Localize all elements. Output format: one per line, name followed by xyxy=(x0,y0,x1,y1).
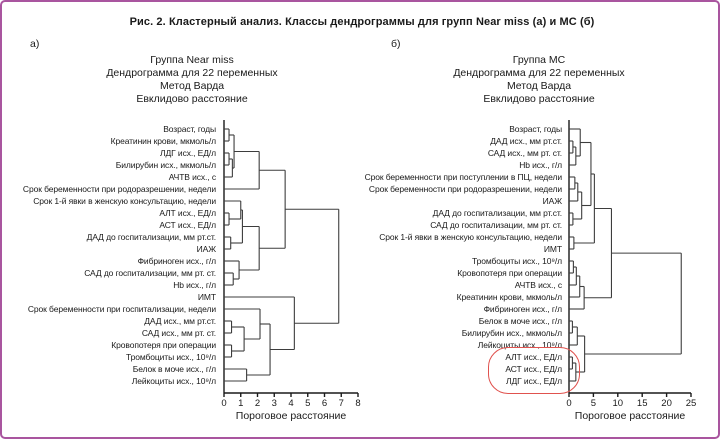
leaf-label: Возраст, годы xyxy=(509,124,562,134)
leaf-label: Срок беременности при поступлении в ПЦ, недели xyxy=(364,172,562,182)
x-axis-title-a: Пороговое расстояние xyxy=(235,410,347,422)
leaf-label: ИАЖ xyxy=(542,196,562,206)
leaf-label: САД исх., мм рт. ст. xyxy=(141,328,216,338)
leaf-label: АСТ исх., ЕД/л xyxy=(505,364,562,374)
figure-title: Рис. 2. Кластерный анализ. Классы дендрограммы для групп Near miss (а) и МС (б) xyxy=(129,16,595,28)
svg-text:15: 15 xyxy=(636,398,648,409)
panel-label-b: б) xyxy=(391,38,401,50)
chart-header-line: Группа Near miss xyxy=(150,54,234,66)
svg-text:5: 5 xyxy=(305,398,311,409)
leaf-label: ДАД до госпитализации, мм рт.ст. xyxy=(432,208,562,218)
chart-header-a xyxy=(22,54,362,106)
svg-text:0: 0 xyxy=(566,398,572,409)
chart-header-line: Евклидово расстояние xyxy=(483,93,595,105)
chart-header-line: Дендрограмма для 22 переменных xyxy=(453,67,625,79)
leaf-label: Билирубин исх., мкмоль/л xyxy=(115,160,216,170)
leaf-label: АСТ исх., ЕД/л xyxy=(159,220,216,230)
leaf-label: САД до госпитализации, мм рт. ст. xyxy=(84,268,216,278)
svg-text:8: 8 xyxy=(355,398,361,409)
chart-header-line: Метод Варда xyxy=(506,80,572,92)
svg-text:2: 2 xyxy=(254,398,261,409)
leaf-label: Белок в моче исх., г/л xyxy=(478,316,562,326)
leaf-label: Креатинин крови, мкмоль/л xyxy=(110,136,216,146)
leaf-label: Белок в моче исх., г/л xyxy=(132,364,216,374)
leaf-label: ЛДГ исх., ЕД/л xyxy=(506,376,562,386)
svg-text:20: 20 xyxy=(661,398,672,409)
svg-text:0: 0 xyxy=(221,398,227,409)
leaf-label: Hb исх., г/л xyxy=(173,280,216,290)
leaf-label: АЧТВ исх., с xyxy=(168,172,216,182)
chart-header-line: Дендрограмма для 22 переменных xyxy=(106,67,278,79)
svg-text:3: 3 xyxy=(271,398,277,409)
svg-text:4: 4 xyxy=(288,398,294,409)
svg-text:6: 6 xyxy=(321,398,328,409)
svg-text:7: 7 xyxy=(338,398,344,409)
leaf-label: Креатинин крови, мкмоль/л xyxy=(456,292,562,302)
leaf-label: Срок беременности при родоразрешении, недели xyxy=(368,184,562,194)
leaf-label: АЧТВ исх., с xyxy=(514,280,562,290)
svg-text:5: 5 xyxy=(590,398,597,409)
leaf-label: Hb исх., г/л xyxy=(519,160,562,170)
x-axis-title-b: Пороговое расстояние xyxy=(574,410,686,422)
svg-text:25: 25 xyxy=(685,398,697,409)
leaf-label: САД исх., мм рт. ст. xyxy=(487,148,562,158)
leaf-label: АЛТ исх., ЕД/л xyxy=(505,352,562,362)
leaf-label: Срок беременности при родоразрешении, недели xyxy=(22,184,216,194)
leaf-label: Срок 1-й явки в женскую консультацию, недели xyxy=(379,232,562,242)
leaf-label: Билирубин исх., мкмоль/л xyxy=(461,328,562,338)
svg-text:1: 1 xyxy=(238,398,244,409)
leaf-label: САД до госпитализации, мм рт. ст. xyxy=(430,220,562,230)
leaf-label: Срок беременности при госпитализации, недели xyxy=(27,304,216,314)
chart-header-line: Евклидово расстояние xyxy=(136,93,248,105)
leaf-label: Кровопотеря при операции xyxy=(457,268,562,278)
panel-label-a: а) xyxy=(30,38,40,50)
leaf-label: АЛТ исх., ЕД/л xyxy=(159,208,216,218)
leaf-label: Фибриноген исх., г/л xyxy=(483,304,562,314)
leaf-label: Фибриноген исх., г/л xyxy=(137,256,216,266)
leaf-label: Срок 1-й явки в женскую консультацию, недели xyxy=(33,196,216,206)
leaf-label: Возраст, годы xyxy=(163,124,216,134)
leaf-label: ДАД исх., мм рт.ст. xyxy=(144,316,216,326)
svg-text:10: 10 xyxy=(612,398,624,409)
chart-header-line: Группа МС xyxy=(512,54,566,66)
leaf-label: Лейкоциты исх., 10⁹/л xyxy=(131,376,216,386)
leaf-label: Тромбоциты исх., 10⁹/л xyxy=(471,256,562,266)
outlier-annotation-ellipse xyxy=(488,347,580,394)
leaf-label: ДАД до госпитализации, мм рт.ст. xyxy=(86,232,216,242)
leaf-label: ЛДГ исх., ЕД/л xyxy=(160,148,216,158)
leaf-labels-a xyxy=(23,123,216,387)
leaf-label: ИМТ xyxy=(197,292,216,302)
leaf-label: Тромбоциты исх., 10⁹/л xyxy=(125,352,216,362)
chart-header-line: Метод Варда xyxy=(159,80,225,92)
leaf-label: ДАД исх., мм рт.ст. xyxy=(490,136,562,146)
leaf-label: ИАЖ xyxy=(196,244,216,254)
leaf-label: Лейкоциты исх., 10⁹/л xyxy=(477,340,562,350)
leaf-label: ИМТ xyxy=(543,244,562,254)
leaf-label: Кровопотеря при операции xyxy=(111,340,216,350)
chart-header-b xyxy=(369,54,709,106)
